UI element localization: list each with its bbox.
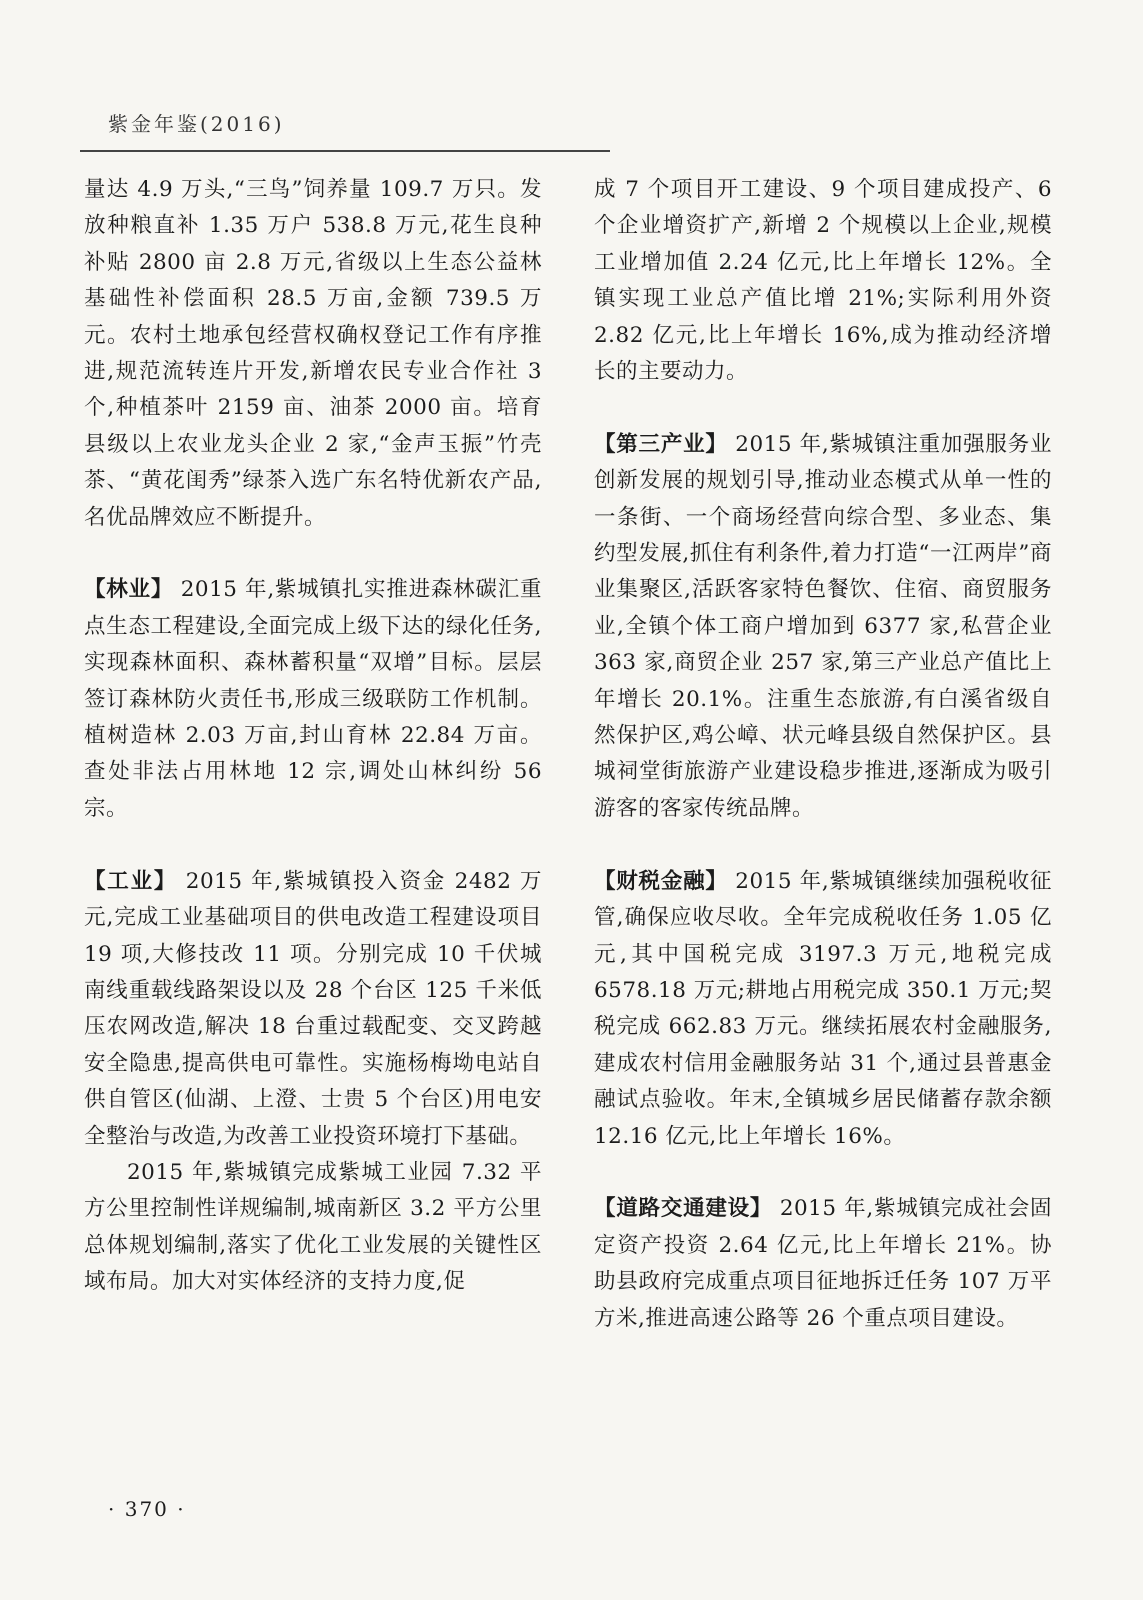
section-transport — [594, 1191, 1052, 1337]
left-column — [84, 172, 542, 1301]
section-title-finance: 【财税金融】 — [594, 868, 728, 894]
section-industry — [84, 864, 542, 1155]
paragraph-industry-cont: 成 7 个项目开工建设、9 个项目建成投产、6 个企业增资扩产,新增 2 个规模以上企业,规模工业增加值 2.24 亿元,比上年增长 12%。全镇实现工业总产值比增 21%;实际利用外资 2.82 亿元,比上年增长 16%,成为推动经济增长的主要动力。 — [594, 177, 1052, 385]
section-body-industry: 2015 年,紫城镇投入资金 2482 万元,完成工业基础项目的供电改造工程建设项目 19 项,大修技改 11 项。分别完成 10 千伏城南线重载线路架设以及 28 个台区 125 千米低压农网改造,解决 18 台重过载配变、交叉跨越安全隐患,提高供电可靠性。实施杨梅坳电站自供自管区(仙湖、上澄、士贵 5 个台区)用电安全整治与改造,为改善工业投资环境打下基础。 — [84, 868, 542, 1149]
section-body-forestry: 2015 年,紫城镇扎实推进森林碳汇重点生态工程建设,全面完成上级下达的绿化任务,实现森林面积、森林蓄积量“双增”目标。层层签订森林防火责任书,形成三级联防工作机制。植树造林 2.03 万亩,封山育林 22.84 万亩。查处非法占用林地 12 宗,调处山林纠纷 56 宗。 — [84, 577, 542, 821]
section-title-transport: 【道路交通建设】 — [594, 1196, 773, 1222]
section-body-finance: 2015 年,紫城镇继续加强税收征管,确保应收尽收。全年完成税收任务 1.05 亿元,其中国税完成 3197.3 万元,地税完成 6578.18 万元;耕地占用税完成 350.1 万元;契税完成 662.83 万元。继续拓展农村金融服务,建成农村信用金融服务站 31 个,通过县普惠金融试点验收。年末,全镇城乡居民储蓄存款余额 12.16 亿元,比上年增长 16%。 — [594, 868, 1052, 1149]
page-number: · 370 · — [108, 1497, 186, 1521]
header-rule — [80, 150, 610, 152]
section-title-forestry: 【林业】 — [84, 577, 174, 603]
right-column — [594, 172, 1052, 1337]
section-body-transport: 2015 年,紫城镇完成社会固定资产投资 2.64 亿元,比上年增长 21%。协助县政府完成重点项目征地拆迁任务 107 万平方米,推进高速公路等 26 个重点项目建设。 — [594, 1196, 1052, 1331]
section-title-tertiary: 【第三产业】 — [594, 431, 728, 457]
section-body-tertiary: 2015 年,紫城镇注重加强服务业创新发展的规划引导,推动业态模式从单一性的一条街、一个商场经营向综合型、多业态、集约型发展,抓住有利条件,着力打造“一江两岸”商业集聚区,活跃客家特色餐饮、住宿、商贸服务业,全镇个体工商户增加到 6377 家,私营企业 363 家,商贸企业 257 家,第三产业总产值比上年增长 20.1%。注重生态旅游,有白溪省级自然保护区,鸡公嶂、状元峰县级自然保护区。县城祠堂街旅游产业建设稳步推进,逐渐成为吸引游客的客家传统品牌。 — [594, 431, 1052, 821]
section-tertiary — [594, 427, 1052, 827]
section-forestry — [84, 572, 542, 827]
paragraph-industry-2: 2015 年,紫城镇完成紫城工业园 7.32 平方公里控制性详规编制,城南新区 3.2 平方公里总体规划编制,落实了优化工业发展的关键性区域布局。加大对实体经济的支持力度,促 — [84, 1159, 542, 1295]
running-header: 紫金年鉴(2016) — [108, 112, 285, 136]
section-title-industry: 【工业】 — [84, 868, 178, 894]
section-finance — [594, 864, 1052, 1155]
paragraph-agriculture-cont: 量达 4.9 万头,“三鸟”饲养量 109.7 万只。发放种粮直补 1.35 万户 538.8 万元,花生良种补贴 2800 亩 2.8 万元,省级以上生态公益林基础性补偿面积 28.5 万亩,金额 739.5 万元。农村土地承包经营权确权登记工作有序推进,规范流转连片开发,新增农民专业合作社 3 个,种植茶叶 2159 亩、油茶 2000 亩。培育县级以上农业龙头企业 2 家,“金声玉振”竹壳茶、“黄花闺秀”绿茶入选广东名特优新农产品,名优品牌效应不断提升。 — [84, 177, 542, 530]
